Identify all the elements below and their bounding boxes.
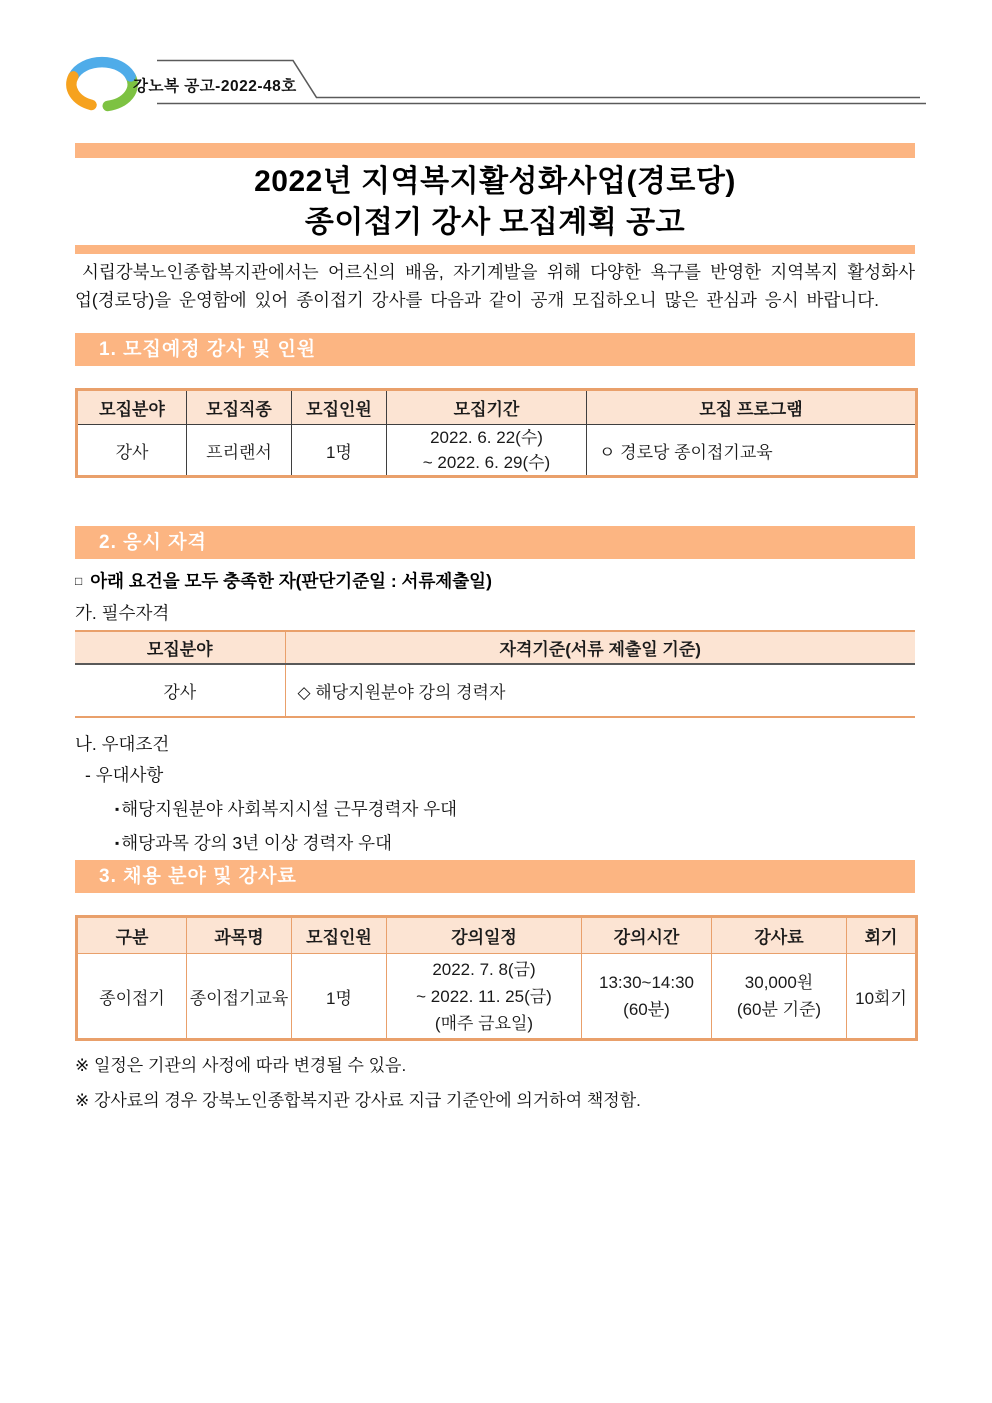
schedule-line-2: ~ 2022. 11. 25(금) <box>416 986 552 1006</box>
section-3-heading: 3. 채용 분야 및 강사료 <box>75 860 915 893</box>
footnotes <box>75 1054 915 1113</box>
cell-count: 1명 <box>292 425 387 477</box>
table-row <box>77 425 917 477</box>
title-top-bar <box>75 143 915 158</box>
sub-label-preferred-condition: 나. 우대조건 <box>75 734 170 754</box>
preferred-item-text: 해당지원분야 사회복지시설 근무경력자 우대 <box>121 799 458 819</box>
cell-time <box>582 954 712 1040</box>
cell-schedule <box>387 954 582 1040</box>
table-row <box>77 954 917 1040</box>
note-line: ※ 일정은 기관의 사정에 따라 변경될 수 있음. <box>75 1056 407 1075</box>
note-line: ※ 강사료의 경우 강북노인종합복지관 강사료 지급 기준안에 의거하여 책정함. <box>75 1091 641 1110</box>
cell-criteria: ◇ 해당지원분야 강의 경력자 <box>285 664 915 717</box>
period-line-1: 2022. 6. 22(수) <box>430 428 543 447</box>
col-header-field: 모집분야 <box>75 631 285 664</box>
square-bullet-icon: ▪ <box>115 836 120 850</box>
section-2-heading: 2. 응시 자격 <box>75 526 915 559</box>
col-header-fee: 강사료 <box>712 917 847 954</box>
list-item <box>75 830 915 855</box>
col-header-count: 모집인원 <box>292 390 387 425</box>
col-header-count: 모집인원 <box>292 917 387 954</box>
cell-field: 강사 <box>77 425 187 477</box>
recruit-overview-table <box>75 388 918 478</box>
title-line-1: 2022년 지역복지활성화사업(경로당) <box>254 165 736 198</box>
time-line-2: (60분) <box>623 1000 670 1019</box>
cell-field: 강사 <box>163 683 197 702</box>
schedule-line-1: 2022. 7. 8(금) <box>432 959 536 979</box>
cell-fee <box>712 954 847 1040</box>
requirement-text: 아래 요건을 모두 충족한 자(판단기준일 : 서류제출일) <box>90 571 492 591</box>
intro-paragraph: 시립강북노인종합복지관에서는 어르신의 배움, 자기계발을 위해 다양한 욕구를 반영한 지역복지 활성화사업(경로당)을 운영함에 있어 종이접기 강사를 다음과 같이 공개 모집하오니 많은 관심과 응시 바랍니다. <box>75 262 915 310</box>
table-header-row <box>77 390 917 425</box>
sub-label-required-qualification: 가. 필수자격 <box>75 603 170 623</box>
cell-period <box>387 425 587 477</box>
qualification-table <box>75 630 915 718</box>
col-header-criteria: 자격기준(서류 제출일 기준) <box>285 631 915 664</box>
cell-count: 1명 <box>292 954 387 1040</box>
preferred-item-text: 해당과목 강의 3년 이상 경력자 우대 <box>121 833 392 853</box>
cell-sessions: 10회기 <box>847 954 917 1040</box>
period-line-2: ~ 2022. 6. 29(수) <box>422 453 551 472</box>
requirement-statement <box>75 568 915 593</box>
preferred-items-label: - 우대사항 <box>85 765 164 785</box>
fee-line-2: (60분 기준) <box>736 1000 822 1019</box>
cell-subject: 종이접기교육 <box>187 954 292 1040</box>
hiring-fee-table <box>75 915 918 1041</box>
col-header-program: 모집 프로그램 <box>587 390 917 425</box>
table-header-row <box>75 631 915 664</box>
document-title <box>75 158 915 245</box>
title-bottom-bar <box>75 245 915 254</box>
list-item <box>75 796 915 821</box>
square-bullet-icon: ▪ <box>115 802 120 816</box>
col-header-subject: 과목명 <box>187 917 292 954</box>
square-outline-bullet-icon: □ <box>75 574 83 588</box>
col-header-period: 모집기간 <box>387 390 587 425</box>
cell-job-type: 프리랜서 <box>187 425 292 477</box>
schedule-line-3: (매주 금요일) <box>434 1013 534 1033</box>
banner-tab-lines <box>0 0 992 132</box>
section-1-heading: 1. 모집예정 강사 및 인원 <box>75 333 915 366</box>
table-header-row <box>77 917 917 954</box>
document-header-banner <box>0 0 992 132</box>
fee-line-1: 30,000원 <box>744 973 814 992</box>
col-header-schedule: 강의일정 <box>387 917 582 954</box>
col-header-field: 모집분야 <box>77 390 187 425</box>
organization-logo-icon <box>62 54 142 116</box>
time-line-1: 13:30~14:30 <box>598 973 694 992</box>
content-column <box>75 143 915 1113</box>
col-header-sessions: 회기 <box>847 917 917 954</box>
doc-number: 강노복 공고-2022-48호 <box>133 78 297 95</box>
table-row <box>75 664 915 717</box>
cell-program: ㅇ 경로당 종이접기교육 <box>587 425 917 477</box>
col-header-category: 구분 <box>77 917 187 954</box>
cell-category: 종이접기 <box>77 954 187 1040</box>
col-header-job-type: 모집직종 <box>187 390 292 425</box>
col-header-time: 강의시간 <box>582 917 712 954</box>
title-line-2: 종이접기 강사 모집계획 공고 <box>304 206 686 239</box>
